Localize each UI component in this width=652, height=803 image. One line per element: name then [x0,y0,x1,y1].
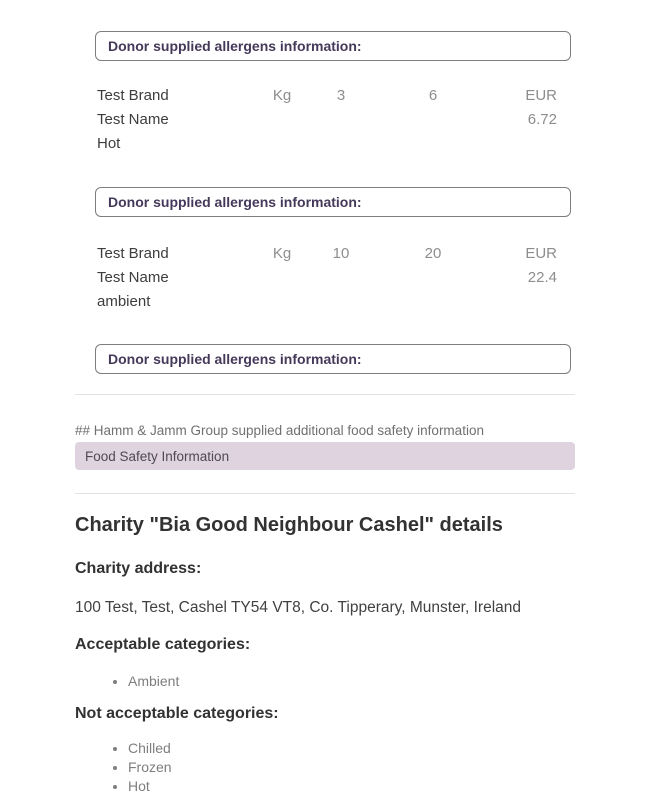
product-unit: Kg [272,245,292,262]
product-total: 6 [428,87,438,104]
section-divider [75,493,575,494]
allergen-info-label: Donor supplied allergens information: [108,38,362,54]
charity-details-title: Charity "Bia Good Neighbour Cashel" details [75,514,503,536]
allergen-info-box-3 [95,344,571,374]
product-description [97,84,247,156]
product-total: 20 [424,245,442,262]
allergen-info-box-1 [95,31,571,61]
product-description [97,242,247,314]
product-quantity: 3 [336,87,346,104]
products-section [95,31,571,374]
product-row [95,242,571,314]
content-area [75,0,575,796]
product-price: EUR 22.4 [525,245,557,286]
food-safety-attachment-label: Food Safety Information [85,448,230,464]
allergen-info-label: Donor supplied allergens information: [108,194,362,210]
product-row [95,84,571,156]
section-divider [75,394,575,395]
food-safety-attachment[interactable] [75,442,575,470]
acceptable-categories-list [75,672,575,691]
charity-address-label: Charity address: [75,560,202,577]
product-brand: Test Brand [97,245,169,262]
not-acceptable-categories-list [75,739,575,796]
product-name: Test Name [97,111,169,128]
list-item: • Hot [128,777,575,796]
product-category: Hot [97,135,121,152]
allergen-info-label: Donor supplied allergens information: [108,351,362,367]
food-safety-note: ## Hamm & Jamm Group supplied additional food safety information [75,423,484,438]
list-item: • Ambient [128,672,575,691]
product-price: EUR 6.72 [525,87,557,128]
list-item: • Chilled [128,739,575,758]
not-acceptable-categories-label: Not acceptable categories: [75,705,279,722]
product-name: Test Name [97,269,169,286]
allergen-info-box-2 [95,187,571,217]
product-unit: Kg [272,87,292,104]
acceptable-categories-label: Acceptable categories: [75,636,251,653]
product-quantity: 10 [332,245,350,262]
product-category: ambient [97,293,151,310]
list-item: • Frozen [128,758,575,777]
charity-address-value: 100 Test, Test, Cashel TY54 VT8, Co. Tipperary, Munster, Ireland [75,599,521,616]
product-brand: Test Brand [97,87,169,104]
